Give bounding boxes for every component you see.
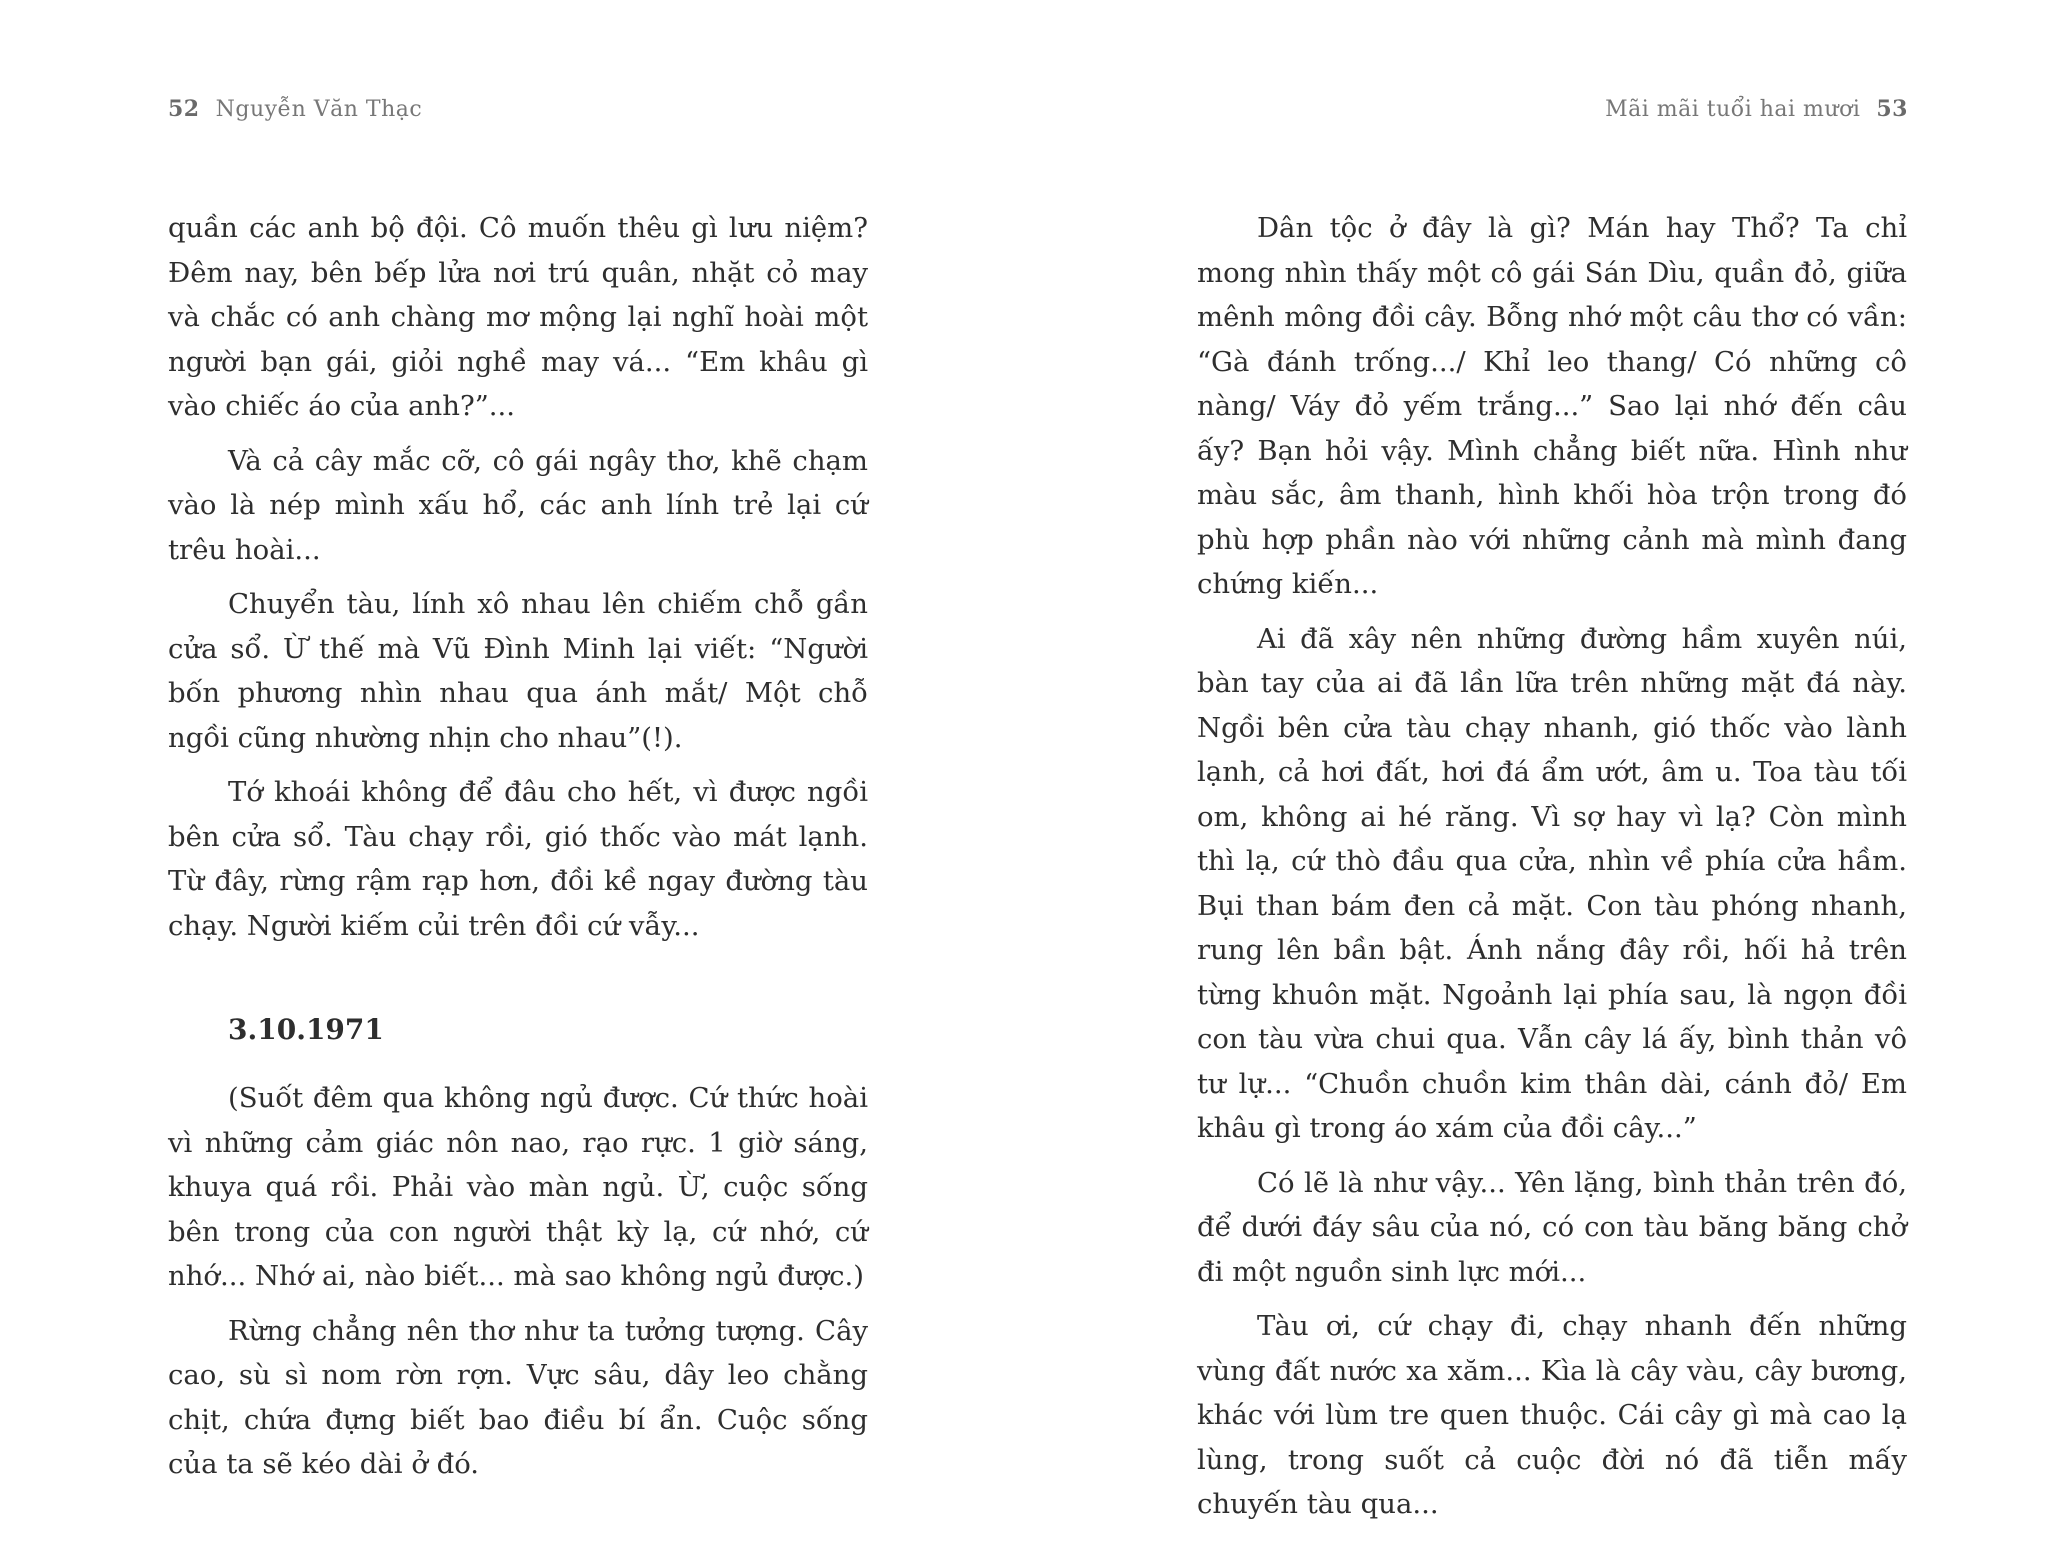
- left-paragraph-1: quần các anh bộ đội. Cô muốn thêu gì lưu niệm? Đêm nay, bên bếp lửa nơi trú quân, nhặt cỏ may và chắc có anh chàng mơ mộng lại nghĩ hoài một người bạn gái, giỏi nghề may vá... “Em khâu gì vào chiếc áo của anh?”...: [168, 212, 868, 422]
- left-paragraph-2: Và cả cây mắc cỡ, cô gái ngây thơ, khẽ chạm vào là nép mình xấu hổ, các anh lính trẻ lại cứ trêu hoài...: [168, 444, 868, 566]
- right-page: [1024, 0, 2048, 1556]
- right-paragraph-1: Dân tộc ở đây là gì? Mán hay Thổ? Ta chỉ mong nhìn thấy một cô gái Sán Dìu, quần đỏ, giữa mênh mông đồi cây. Bỗng nhớ một câu thơ có vần: “Gà đánh trống.../ Khỉ leo thang/ Có những cô nàng/ Váy đỏ yếm trắng...” Sao lại nhớ đến câu ấy? Bạn hỏi vậy. Mình chẳng biết nữa. Hình như màu sắc, âm thanh, hình khối hòa trộn trong đó phù hợp phần nào với những cảnh mà mình đang chứng kiến...: [1197, 212, 1907, 600]
- date-heading: 3.10.1971: [228, 1013, 384, 1046]
- right-paragraph-4: Tàu ơi, cứ chạy đi, chạy nhanh đến những vùng đất nước xa xăm... Kìa là cây vàu, cây bương, khác với lùm tre quen thuộc. Cái cây gì mà cao lạ lùng, trong suốt cả cuộc đời nó đã tiễn mấy chuyến tàu qua...: [1197, 1310, 1907, 1520]
- left-running-head: [168, 96, 422, 122]
- right-body-text: [1197, 206, 1907, 1537]
- right-running-head: [1605, 96, 1908, 122]
- left-paragraph-6: Rừng chẳng nên thơ như ta tưởng tượng. Cây cao, sù sì nom rờn rợn. Vực sâu, dây leo chằng chịt, chứa đựng biết bao điều bí ẩn. Cuộc sống của ta sẽ kéo dài ở đó.: [168, 1314, 868, 1480]
- left-header-author: Nguyễn Văn Thạc: [215, 97, 423, 122]
- right-paragraph-2: Ai đã xây nên những đường hầm xuyên núi, bàn tay của ai đã lần lữa trên những mặt đá này. Ngồi bên cửa tàu chạy nhanh, gió thốc vào lành lạnh, cả hơi đất, hơi đá ẩm ướt, âm u. Toa tàu tối om, không ai hé răng. Vì sợ hay vì lạ? Còn mình thì lạ, cứ thò đầu qua cửa, nhìn về phía cửa hầm. Bụi than bám đen cả mặt. Con tàu phóng nhanh, rung lên bần bật. Ánh nắng đây rồi, hối hả trên từng khuôn mặt. Ngoảnh lại phía sau, là ngọn đồi con tàu vừa chui qua. Vẫn cây lá ấy, bình thản vô tư lự... “Chuồn chuồn kim thân dài, cánh đỏ/ Em khâu gì trong áo xám của đồi cây...”: [1197, 622, 1907, 1144]
- left-paragraph-5: (Suốt đêm qua không ngủ được. Cứ thức hoài vì những cảm giác nôn nao, rạo rực. 1 giờ sáng, khuya quá rồi. Phải vào màn ngủ. Ừ, cuộc sống bên trong của con người thật kỳ lạ, cứ nhớ, cứ nhớ... Nhớ ai, nào biết... mà sao không ngủ được.): [168, 1082, 868, 1292]
- right-header-title: Mãi mãi tuổi hai mươi: [1605, 97, 1861, 122]
- left-paragraph-3: Chuyển tàu, lính xô nhau lên chiếm chỗ gần cửa sổ. Ừ thế mà Vũ Đình Minh lại viết: “Người bốn phương nhìn nhau qua ánh mắt/ Một chỗ ngồi cũng nhường nhịn cho nhau”(!).: [168, 588, 868, 754]
- right-page-number: 53: [1876, 96, 1908, 122]
- left-page-number: 52: [168, 96, 200, 122]
- left-paragraph-4: Tớ khoái không để đâu cho hết, vì được ngồi bên cửa sổ. Tàu chạy rồi, gió thốc vào mát lạnh. Từ đây, rừng rậm rạp hơn, đồi kề ngay đường tàu chạy. Người kiếm củi trên đồi cứ vẫy...: [168, 776, 868, 942]
- left-body-text: [168, 206, 868, 1497]
- right-paragraph-3: Có lẽ là như vậy... Yên lặng, bình thản trên đó, để dưới đáy sâu của nó, có con tàu băng băng chở đi một nguồn sinh lực mới...: [1197, 1166, 1907, 1288]
